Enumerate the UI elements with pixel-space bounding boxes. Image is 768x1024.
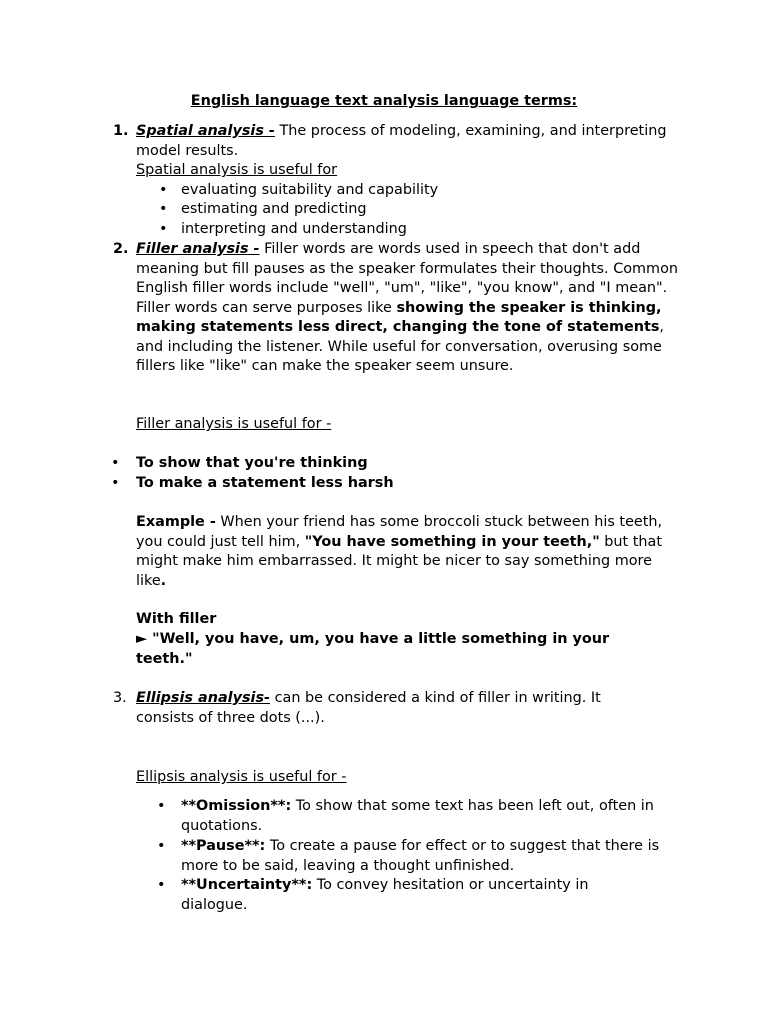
ellipsis-use-2-text: To create a pause for effect or to suggest that there is more to be said, leaving a thought unfinished.	[181, 838, 660, 874]
example-period: .	[160, 572, 167, 589]
bullet: •	[159, 182, 168, 198]
ellipsis-use-1	[181, 797, 681, 836]
bullet: •	[157, 798, 166, 814]
example-text-a: When your friend has some broccoli stuck between his teeth, you could just tell him,	[136, 514, 663, 550]
ellipsis-use-3-label: **Uncertainty**:	[181, 877, 313, 893]
item-2-definition	[136, 240, 681, 377]
ellipsis-definition-text: can be considered a kind of filler in writing. It consists of three dots (...).	[136, 690, 601, 726]
bullet: •	[157, 877, 166, 893]
ellipsis-use-2-label: **Pause**:	[181, 838, 266, 854]
item-1-definition	[136, 122, 681, 161]
filler-example	[136, 513, 681, 591]
page-title: English language text analysis language terms:	[190, 93, 578, 109]
term-spatial-analysis: Spatial analysis -	[136, 123, 275, 139]
term-ellipsis-analysis: Ellipsis analysis-	[136, 690, 271, 706]
example-quote: "You have something in your teeth,"	[304, 533, 600, 550]
with-filler-quote: ► "Well, you have, um, you have a little something in your teeth."	[136, 631, 610, 667]
bullet: •	[159, 221, 168, 237]
bullet: •	[111, 475, 120, 491]
term-filler-analysis: Filler analysis -	[136, 241, 260, 257]
example-text-b: but that might make him embarrassed. It might be nicer to say something more like	[136, 533, 662, 589]
ellipsis-use-1-text: To show that some text has been left out, often in quotations.	[181, 798, 654, 834]
ellipsis-use-3-text: To convey hesitation or uncertainty in dialogue.	[181, 877, 589, 913]
item-number-1: 1.	[113, 123, 129, 139]
spatial-use-3: interpreting and understanding	[181, 221, 407, 237]
spatial-use-2: estimating and predicting	[181, 201, 367, 217]
bullet: •	[157, 838, 166, 854]
spatial-definition-text: The process of modeling, examining, and interpreting model results.	[136, 123, 667, 159]
example-label: Example -	[136, 514, 216, 530]
filler-use-2: To make a statement less harsh	[136, 475, 394, 491]
item-3-definition	[136, 689, 636, 728]
ellipsis-use-3	[181, 876, 631, 915]
ellipsis-use-2	[181, 837, 681, 876]
filler-useful-for-label: Filler analysis is useful for -	[136, 416, 332, 432]
filler-definition-a: Filler words are words used in speech that don't add meaning but fill pauses as the speaker formulates their thoughts. Common English filler words include "well", "um", "like", "you know", and "I mean". Filler words can serve purposes like	[136, 241, 679, 316]
item-number-2: 2.	[113, 241, 129, 257]
filler-use-1: To show that you're thinking	[136, 455, 368, 471]
bullet: •	[111, 455, 120, 471]
bullet: •	[159, 201, 168, 217]
filler-definition-bold: showing the speaker is thinking, making statements less direct, changing the tone of statements	[136, 299, 662, 335]
spatial-use-1: evaluating suitability and capability	[181, 182, 439, 198]
ellipsis-useful-for-label: Ellipsis analysis is useful for -	[136, 769, 347, 785]
with-filler-label: With filler	[136, 611, 217, 627]
filler-definition-b: , and including the listener. While useful for conversation, overusing some fillers like "like" can make the speaker seem unsure.	[136, 319, 664, 374]
ellipsis-use-1-label: **Omission**:	[181, 798, 292, 814]
spatial-useful-for-label: Spatial analysis is useful for	[136, 162, 338, 178]
item-number-3: 3.	[113, 690, 127, 706]
